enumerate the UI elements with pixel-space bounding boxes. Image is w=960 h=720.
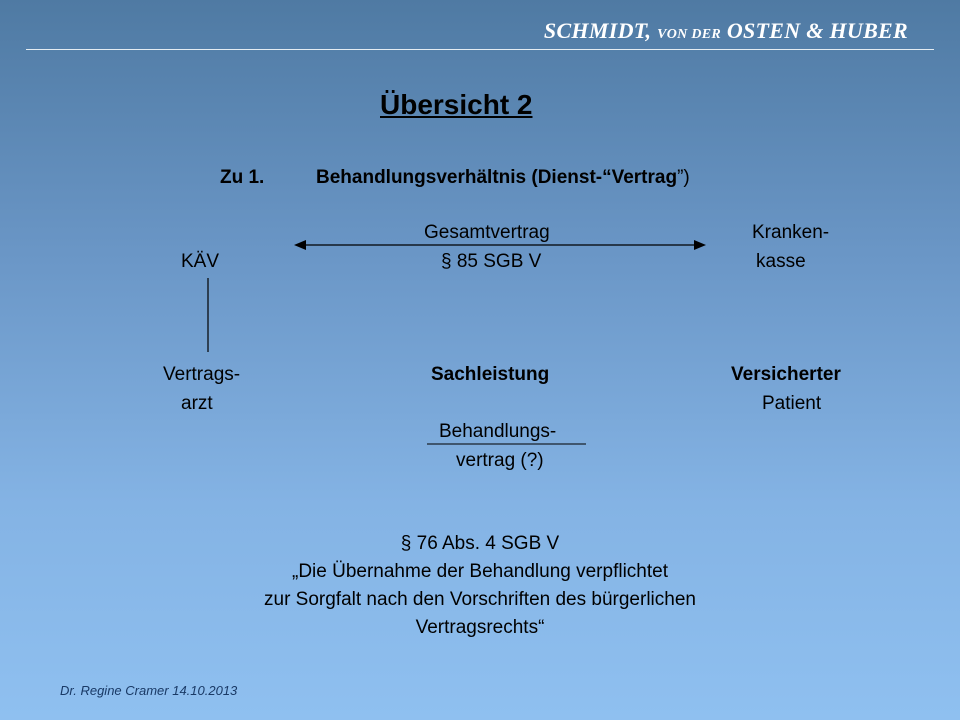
subheading-number: Zu 1. [220,167,265,188]
quote-line-2: zur Sorgfalt nach den Vorschriften des bürgerlichen [264,589,696,610]
sachleistung-label: Sachleistung [431,364,550,385]
arzt-label: arzt [181,393,213,414]
kasse-label: kasse [756,251,806,272]
quote-line-1: „Die Übernahme der Behandlung verpflichtet [292,561,668,582]
firm-name-part1: SCHMIDT, [543,18,658,43]
quote-reference: § 76 Abs. 4 SGB V [400,533,560,554]
firm-name-part3: OSTEN & HUBER [721,18,908,43]
patient-label: Patient [762,393,822,414]
behandlungs-label: Behandlungs- [439,421,557,442]
gesamtvertrag-label: Gesamtvertrag [424,222,550,243]
vertrag-label: vertrag (?) [456,450,544,471]
firm-name-part2: VON DER [657,27,722,42]
versicherter-label: Versicherter [731,364,841,385]
kranken-label: Kranken- [752,222,830,243]
kaev-label: KÄV [181,251,220,272]
quote-line-3: Vertragsrechts“ [415,617,545,638]
slide-title: Übersicht 2 [380,89,533,120]
vertrags-label: Vertrags- [163,364,241,385]
footer-author-date: Dr. Regine Cramer 14.10.2013 [60,683,238,698]
subheading-text-bold: Behandlungsverhältnis (Dienst-“Vertrag [316,167,678,188]
sgb85-label: § 85 SGB V [441,251,542,272]
subheading-text-end: ”) [677,167,690,188]
double-arrow [294,240,706,250]
